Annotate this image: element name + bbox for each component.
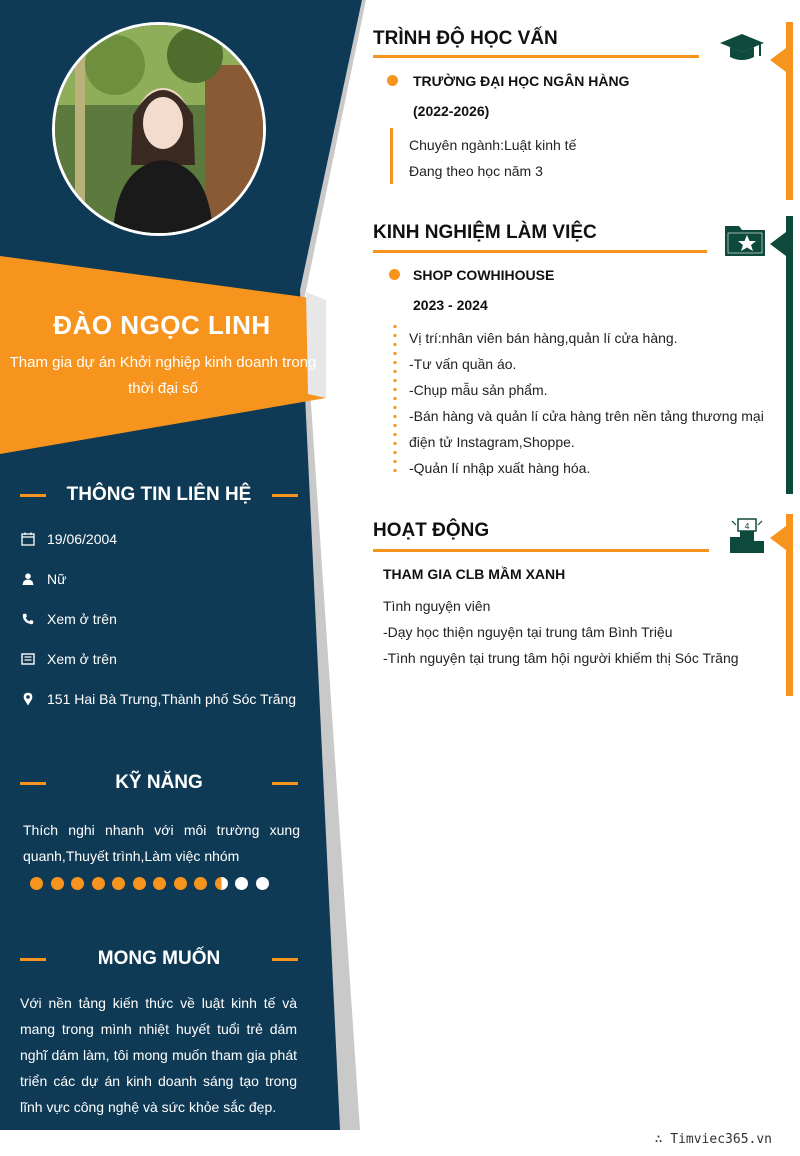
education-major: Chuyên ngành:Luật kinh tế <box>409 137 577 153</box>
phone-text: Xem ở trên <box>47 611 117 627</box>
contact-address <box>20 691 296 707</box>
activity-detail: Tình nguyện viên <box>383 598 491 614</box>
contact-email <box>20 651 117 667</box>
company-period: 2023 - 2024 <box>413 297 488 313</box>
avatar-photo <box>55 25 263 233</box>
activity-detail: -Tình nguyện tại trung tâm hội người khiếm thị Sóc Trăng <box>383 650 739 666</box>
skill-dot <box>71 877 84 890</box>
email-text: Xem ở trên <box>47 651 117 667</box>
education-accent-bar <box>786 22 793 200</box>
skills-text: Thích nghi nhanh với môi trường xung quanh,Thuyết trình,Làm việc nhóm <box>23 822 300 864</box>
education-bullet <box>387 75 398 86</box>
skills-heading-text: KỸ NĂNG <box>115 772 203 793</box>
location-icon <box>20 691 36 707</box>
skill-dot <box>51 877 64 890</box>
skill-dot <box>30 877 43 890</box>
experience-detail: -Chụp mẫu sản phẩm. <box>409 382 548 398</box>
goals-heading-text: MONG MUỐN <box>97 948 221 969</box>
footer-brand-text: Timviec365.vn <box>670 1132 772 1147</box>
skill-dot <box>174 877 187 890</box>
contact-heading <box>20 484 298 506</box>
skill-dot <box>153 877 166 890</box>
education-heading: TRÌNH ĐỘ HỌC VẤN <box>373 28 558 49</box>
svg-text:4: 4 <box>744 522 750 531</box>
experience-accent-arrow <box>770 232 786 256</box>
school-period: (2022-2026) <box>413 103 490 119</box>
contact-birthday <box>20 531 117 547</box>
education-vline <box>390 128 393 184</box>
heading-dash <box>272 958 298 961</box>
activity-title: THAM GIA CLB MẦM XANH <box>383 566 566 582</box>
graduation-cap-icon <box>720 32 764 67</box>
footer-brand <box>655 1132 772 1147</box>
experience-detail: -Quản lí nhập xuất hàng hóa. <box>409 460 591 476</box>
skill-dot <box>215 877 228 890</box>
skill-dot <box>133 877 146 890</box>
activities-accent-bar <box>786 514 793 696</box>
experience-accent-bar <box>786 216 793 494</box>
school-name: TRƯỜNG ĐẠI HỌC NGÂN HÀNG <box>413 73 630 89</box>
user-icon <box>20 571 36 587</box>
skill-dot <box>256 877 269 890</box>
education-accent-arrow <box>770 48 786 72</box>
experience-detail: -Tư vấn quần áo. <box>409 356 517 372</box>
experience-heading: KINH NGHIỆM LÀM VIỆC <box>373 222 597 243</box>
calendar-icon <box>20 531 36 547</box>
experience-dotted-line <box>393 322 397 478</box>
heading-dash <box>272 782 298 785</box>
experience-underline <box>373 250 707 253</box>
gender-text: Nữ <box>47 571 67 587</box>
avatar <box>52 22 266 236</box>
activity-detail: -Dạy học thiện nguyện tại trung tâm Bình Triệu <box>383 624 673 640</box>
skills-heading <box>20 772 298 794</box>
experience-detail: điện tử Instagram,Shoppe. <box>409 434 575 450</box>
email-icon <box>20 651 36 667</box>
contact-heading-text: THÔNG TIN LIÊN HỆ <box>66 484 252 505</box>
skill-rating <box>30 877 276 890</box>
heading-dash <box>272 494 298 497</box>
education-status: Đang theo học năm 3 <box>409 163 543 179</box>
skill-dot <box>92 877 105 890</box>
education-underline <box>373 55 699 58</box>
goals-heading <box>20 948 298 970</box>
full-name: ĐÀO NGỌC LINH <box>53 310 271 340</box>
activities-accent-arrow <box>770 526 786 550</box>
heading-dash <box>20 494 46 497</box>
podium-icon <box>728 517 766 558</box>
birthday-text: 19/06/2004 <box>47 531 118 547</box>
heading-dash <box>20 958 46 961</box>
tagline: Tham gia dự án Khởi nghiệp kinh doanh trong thời đại số <box>9 354 317 397</box>
goals-text: Với nền tảng kiến thức về luật kinh tế và mang trong mình nhiệt huyết tuổi trẻ dám nghĩ dám làm, tôi mong muốn tham gia phát triển các dự án kinh doanh sáng tạo trong lĩnh vực công nghệ và sức khỏe sắc đẹp. <box>20 995 297 1115</box>
contact-phone <box>20 611 117 627</box>
skill-dot <box>194 877 207 890</box>
footer-logo-icon: ∴ <box>654 1132 671 1147</box>
experience-bullet <box>389 269 400 280</box>
experience-detail: Vị trí:nhân viên bán hàng,quản lí cửa hàng. <box>409 330 678 346</box>
heading-dash <box>20 782 46 785</box>
skill-dot <box>112 877 125 890</box>
activities-heading: HOẠT ĐỘNG <box>373 520 490 541</box>
company-name: SHOP COWHIHOUSE <box>413 267 555 283</box>
experience-detail: -Bán hàng và quản lí cửa hàng trên nền tảng thương mại <box>409 408 764 424</box>
phone-icon <box>20 611 36 627</box>
skill-dot <box>235 877 248 890</box>
address-text: 151 Hai Bà Trưng,Thành phố Sóc Trăng <box>47 691 297 707</box>
folder-star-icon <box>725 222 765 261</box>
contact-gender <box>20 571 66 587</box>
activities-underline <box>373 549 709 552</box>
